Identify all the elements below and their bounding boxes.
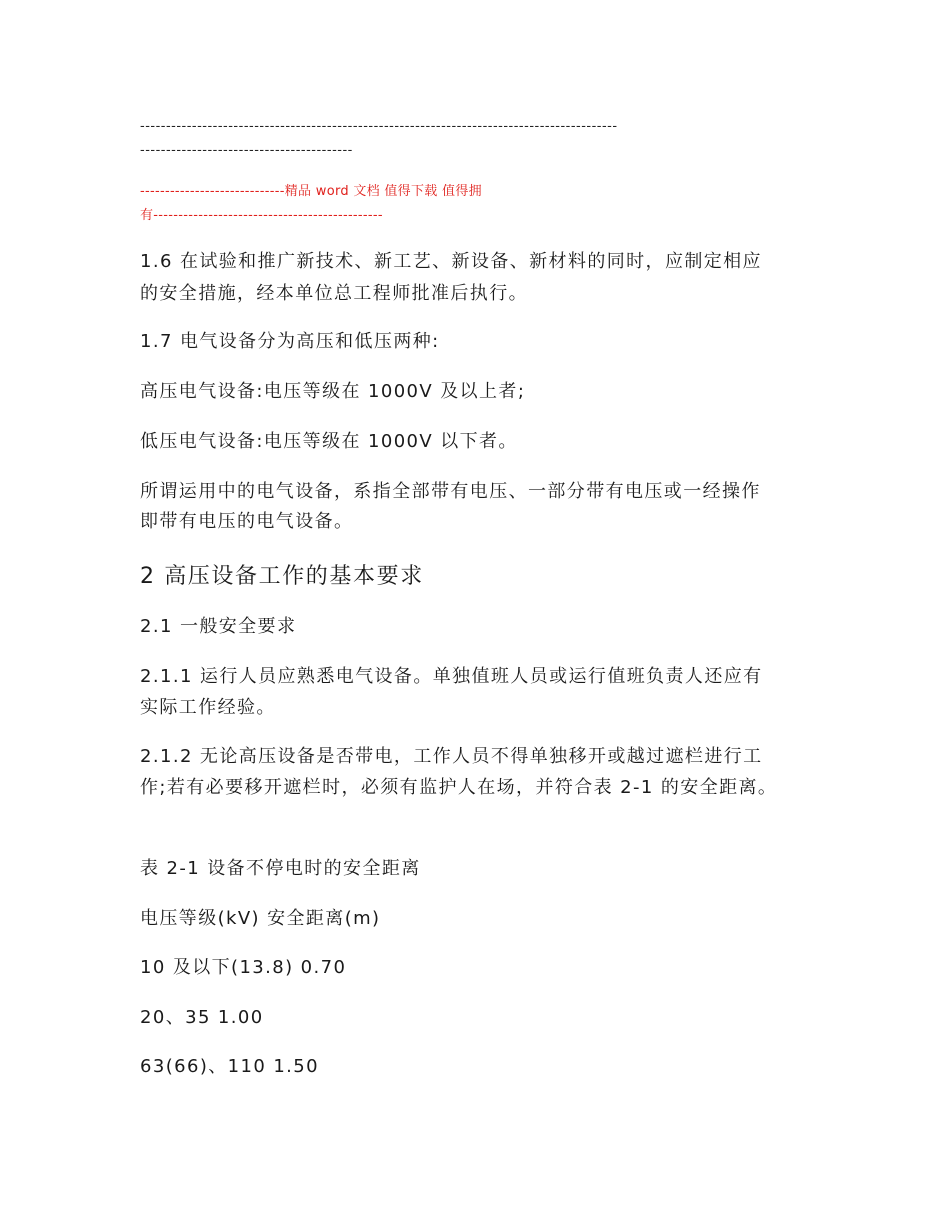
paragraph-2-1: 2.1 一般安全要求 — [140, 616, 297, 637]
table-row: 10 及以下(13.8) 0.70 — [140, 957, 347, 978]
paragraph-2-1-1-line-1: 2.1.1 运行人员应熟悉电气设备。单独值班人员或运行值班负责人还应有 — [140, 666, 763, 687]
table-row: 63(66)、110 1.50 — [140, 1056, 320, 1077]
section-heading-2: 2 高压设备工作的基本要求 — [140, 564, 424, 589]
paragraph-1-6-line-2: 的安全措施，经本单位总工程师批准后执行。 — [140, 283, 528, 304]
paragraph-2-1-1-line-2: 实际工作经验。 — [140, 697, 276, 718]
paragraph-2-1-2-line-2: 作;若有必要移开遮栏时，必须有监护人在场，并符合表 2-1 的安全距离。 — [140, 777, 778, 798]
paragraph-1-7: 1.7 电气设备分为高压和低压两种: — [140, 331, 440, 352]
table-header-row: 电压等级(kV) 安全距离(m) — [140, 908, 381, 929]
table-row: 20、35 1.00 — [140, 1007, 264, 1028]
separator-line-1: -------------------------------------------------------------------------------------------- — [140, 119, 618, 134]
table-caption: 表 2-1 设备不停电时的安全距离 — [140, 858, 421, 879]
operating-equipment-line-1: 所谓运用中的电气设备，系指全部带有电压、一部分带有电压或一经操作 — [140, 481, 761, 502]
operating-equipment-line-2: 即带有电压的电气设备。 — [140, 511, 354, 532]
paragraph-1-6-line-1: 1.6 在试验和推广新技术、新工艺、新设备、新材料的同时，应制定相应 — [140, 251, 762, 272]
banner-line-1: -----------------------------精品 word 文档 值得下载 值得拥 — [140, 184, 482, 199]
high-voltage-definition: 高压电气设备:电压等级在 1000V 及以上者; — [140, 381, 526, 402]
separator-line-2: ----------------------------------------- — [140, 143, 353, 158]
paragraph-2-1-2-line-1: 2.1.2 无论高压设备是否带电，工作人员不得单独移开或越过遮栏进行工 — [140, 746, 763, 767]
banner-line-2: 有---------------------------------------------- — [140, 208, 383, 223]
low-voltage-definition: 低压电气设备:电压等级在 1000V 以下者。 — [140, 431, 518, 452]
